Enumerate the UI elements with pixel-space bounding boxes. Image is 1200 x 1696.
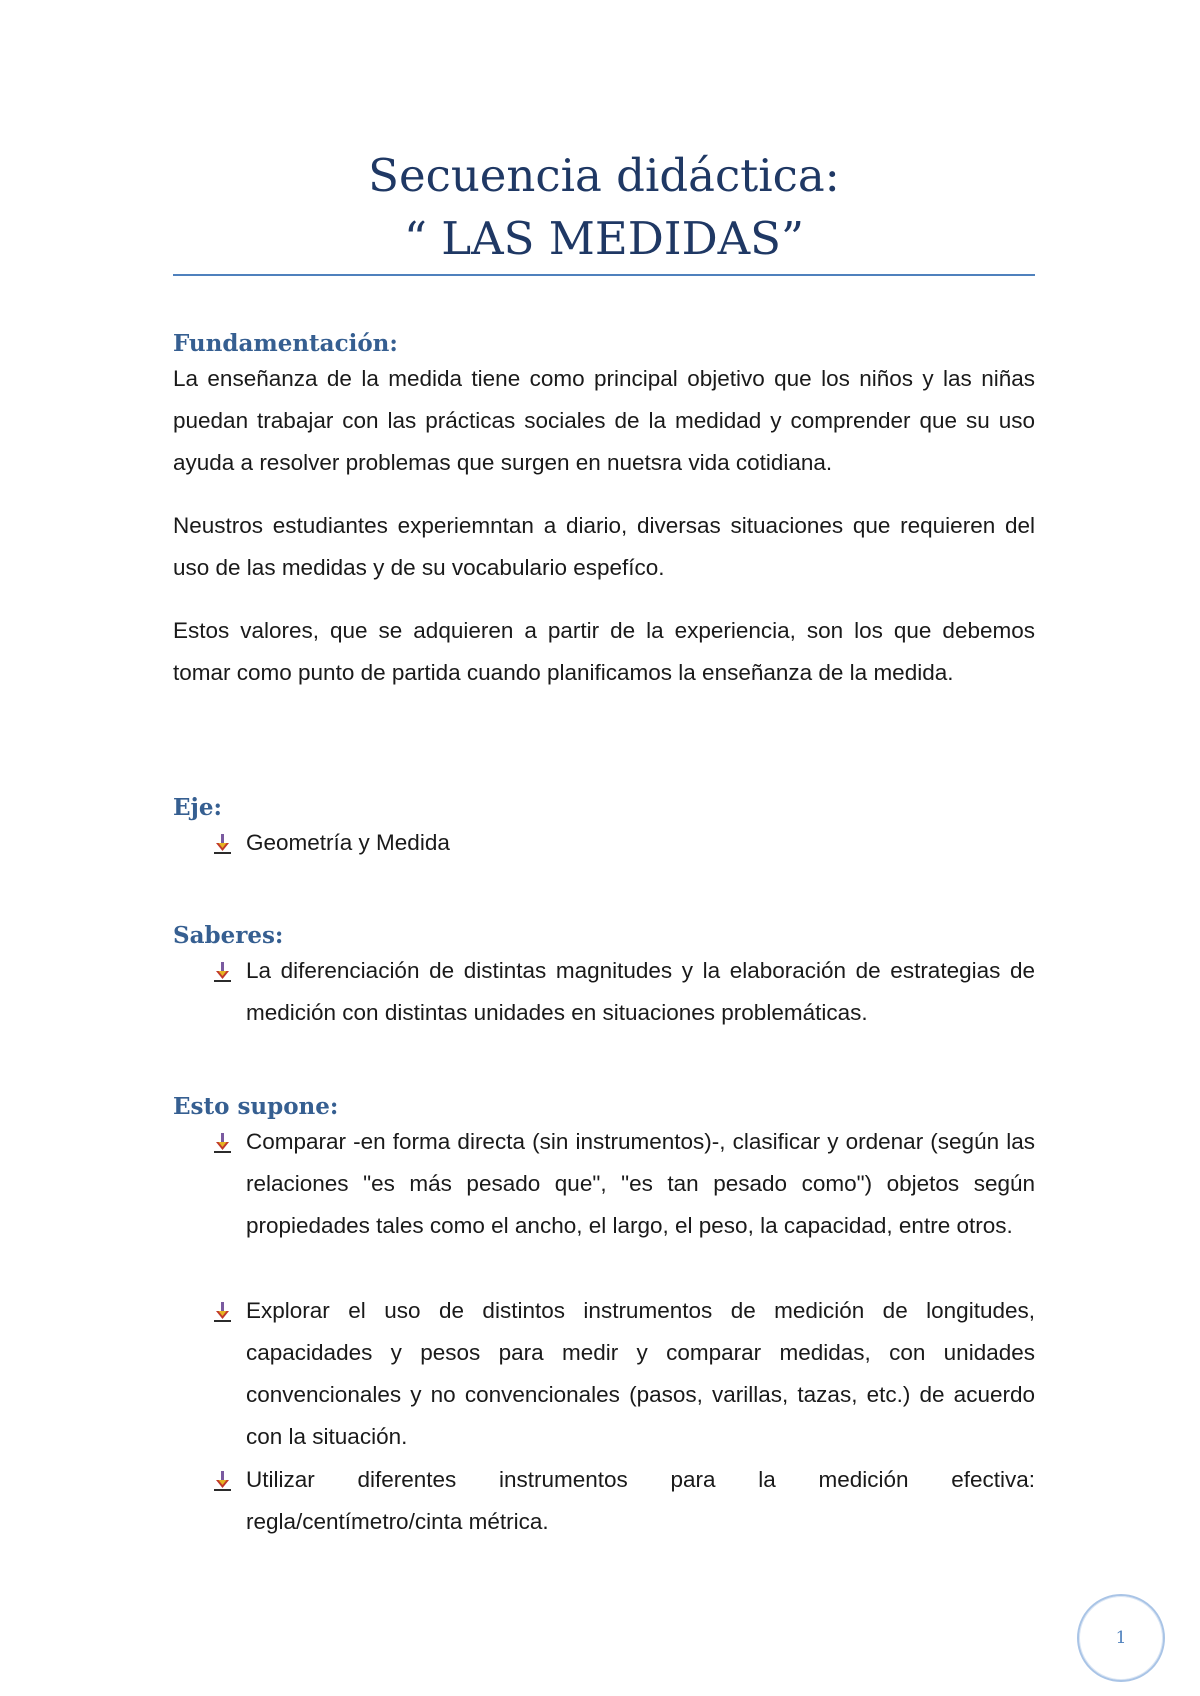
- arrow-down-bullet-icon: [210, 1299, 235, 1324]
- heading-esto-supone: Esto supone:: [173, 1093, 339, 1120]
- page-number-badge: [1077, 1594, 1165, 1682]
- fundamentacion-paragraph-3: Estos valores, que se adquieren a partir de la experiencia, son los que debemos tomar como punto de partida cuando planificamos la enseñanza de la medida.: [173, 618, 1035, 685]
- fundamentacion-paragraph-2: Neustros estudiantes experiemntan a diario, diversas situaciones que requieren del uso de las medidas y de su vocabulario espefíco.: [173, 513, 1035, 580]
- heading-saberes: Saberes:: [173, 922, 284, 949]
- arrow-down-bullet-icon: [210, 831, 235, 856]
- document-title-line2: “ LAS MEDIDAS”: [403, 212, 804, 265]
- supone-item-2: Explorar el uso de distintos instrumentos de medición de longitudes, capacidades y pesos para medir y comparar medidas, con unidades convencionales y no convencionales (pasos, varillas, tazas, etc.) de acuerdo con la situación.: [246, 1298, 1035, 1449]
- title-divider: [173, 274, 1035, 276]
- saberes-item: La diferenciación de distintas magnitudes y la elaboración de estrategias de medición con distintas unidades en situaciones problemáticas.: [246, 958, 1035, 1025]
- document-title-line1: Secuencia didáctica:: [368, 149, 840, 202]
- eje-item: Geometría y Medida: [246, 830, 450, 855]
- fundamentacion-paragraph-1: La enseñanza de la medida tiene como principal objetivo que los niños y las niñas puedan trabajar con las prácticas sociales de la medidad y comprender que su uso ayuda a resolver problemas que surgen en nuetsra vida cotidiana.: [173, 366, 1035, 475]
- heading-fundamentacion: Fundamentación:: [173, 330, 398, 357]
- arrow-down-bullet-icon: [210, 959, 235, 984]
- heading-eje: Eje:: [173, 794, 222, 821]
- supone-item-1: Comparar -en forma directa (sin instrumentos)-, clasificar y ordenar (según las relaciones "es más pesado que", "es tan pesado como") objetos según propiedades tales como el ancho, el largo, el peso, la capacidad, entre otros.: [246, 1129, 1035, 1238]
- page-number: 1: [1115, 1628, 1127, 1648]
- arrow-down-bullet-icon: [210, 1468, 235, 1493]
- supone-item-3: Utilizar diferentes instrumentos para la medición efectiva: regla/centímetro/cinta métrica.: [246, 1467, 1035, 1534]
- arrow-down-bullet-icon: [210, 1130, 235, 1155]
